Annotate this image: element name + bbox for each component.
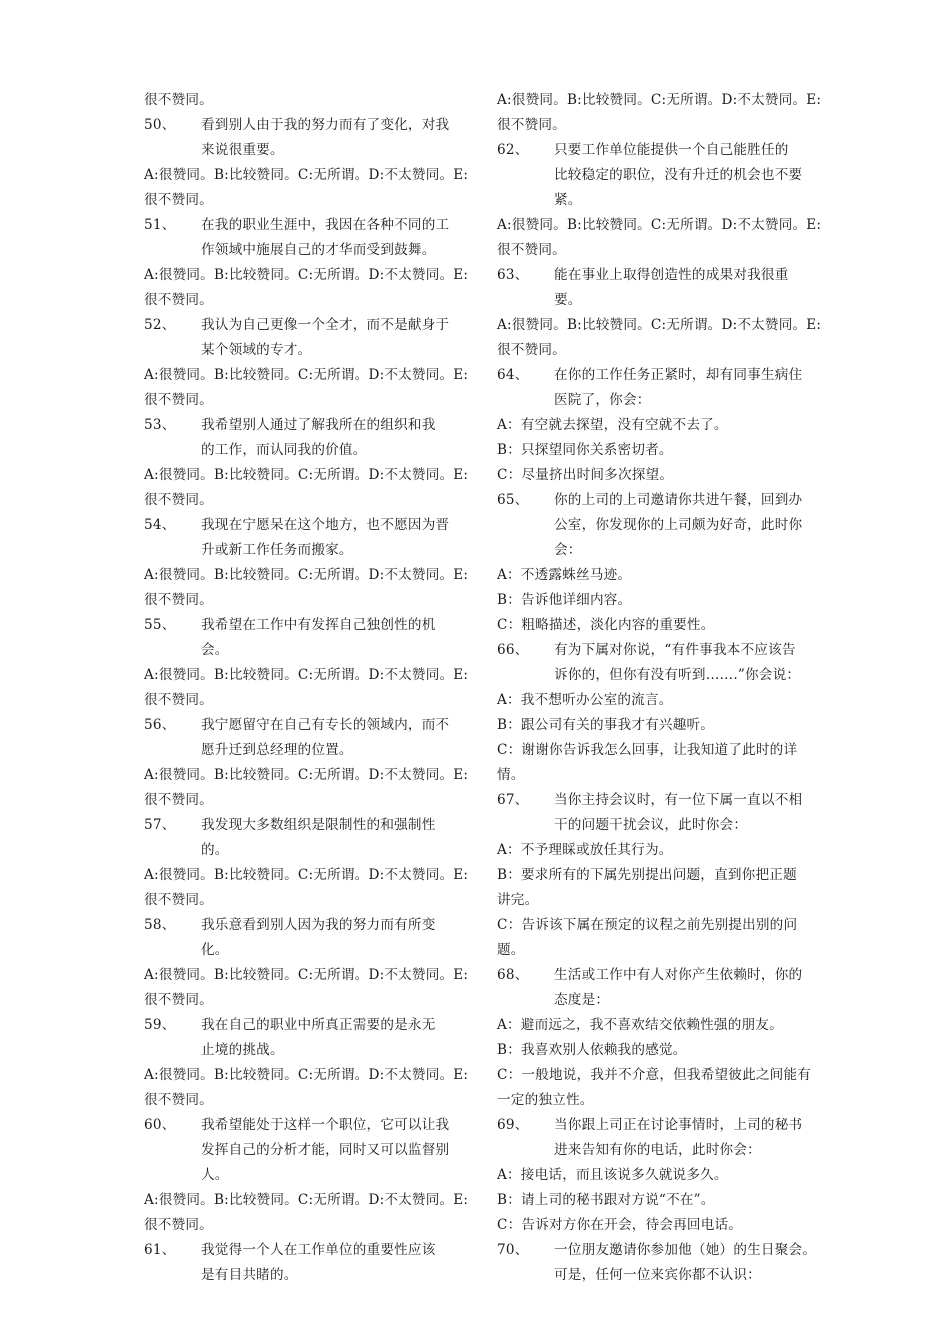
answer-option: A:很赞同。B:比较赞同。C:无所谓。D:不太赞同。E: (144, 667, 469, 683)
answer-option: A:很赞同。B:比较赞同。C:无所谓。D:不太赞同。E: (144, 467, 469, 483)
question-block (497, 263, 822, 363)
question-text-line: 态度是： (554, 992, 610, 1008)
question-block (497, 1238, 817, 1288)
question-text-line: 可是，任何一位来宾你都不认识： (554, 1267, 761, 1283)
question-text (554, 1238, 816, 1288)
question (497, 363, 813, 413)
answer-option: 很不赞同。 (497, 342, 566, 358)
continuation-text: A:很赞同。B:比较赞同。C:无所谓。D:不太赞同。E: (497, 92, 822, 108)
answer-option: A:很赞同。B:比较赞同。C:无所谓。D:不太赞同。E: (144, 367, 469, 383)
answer-option: C：尽量挤出时间多次探望。 (497, 467, 674, 483)
answer-option: 一定的独立性。 (497, 1092, 594, 1108)
question-text-line: 看到别人由于我的努力而有了变化，对我 (201, 117, 450, 133)
question (144, 913, 460, 963)
question-block (144, 713, 469, 813)
question-text-line: 你的上司的上司邀请你共进午餐，回到办 (554, 492, 803, 508)
question-text-line: 会。 (201, 642, 229, 658)
answer-option: A:很赞同。B:比较赞同。C:无所谓。D:不太赞同。E: (144, 1192, 469, 1208)
question-text-line: 比较稳定的职位，没有升迁的机会也不要 (554, 167, 803, 183)
question-text (554, 363, 813, 413)
question-number: 57、 (144, 817, 176, 833)
answer-option: A：有空就去探望，没有空就不去了。 (497, 417, 728, 433)
question-block (144, 813, 469, 913)
question-text-line: 一位朋友邀请你参加他（她）的生日聚会。 (554, 1242, 817, 1258)
answer-option: 很不赞同。 (144, 692, 213, 708)
question-number: 59、 (144, 1017, 176, 1033)
question-number: 58、 (144, 917, 176, 933)
question-text-line: 我现在宁愿呆在这个地方，也不愿因为晋 (201, 517, 450, 533)
question-text-line: 要。 (554, 292, 582, 308)
question-text-line: 当你主持会议时，有一位下属一直以不相 (554, 792, 803, 808)
answer-option: 很不赞同。 (144, 992, 213, 1008)
question (144, 813, 460, 863)
question (497, 788, 813, 838)
question-text-line: 化。 (201, 942, 229, 958)
question-text-line: 诉你的，但你有没有听到…….”你会说： (554, 667, 801, 683)
question-text-line: 我觉得一个人在工作单位的重要性应该 (201, 1242, 436, 1258)
question-number: 54、 (144, 517, 176, 533)
question-block (144, 1113, 469, 1238)
question-number: 52、 (144, 317, 176, 333)
question (497, 963, 813, 1013)
question-block (144, 213, 469, 313)
question-number: 55、 (144, 617, 176, 633)
question-text-line: 进来告知有你的电话，此时你会： (554, 1142, 761, 1158)
question-text (201, 113, 460, 163)
question-block (497, 788, 813, 963)
question-number: 53、 (144, 417, 176, 433)
answer-option: 讲完。 (497, 892, 539, 908)
question-block (144, 413, 469, 513)
question-text (201, 513, 460, 563)
question-text-line: 当你跟上司正在讨论事情时，上司的秘书 (554, 1117, 803, 1133)
question (144, 713, 460, 763)
question-text (201, 713, 460, 763)
question-text-line: 愿升迁到总经理的位置。 (201, 742, 353, 758)
question-text (554, 263, 813, 313)
question-text-line: 升或新工作任务而搬家。 (201, 542, 353, 558)
question-block (497, 963, 813, 1113)
question (144, 413, 460, 463)
question-number: 67、 (497, 792, 529, 808)
question-number: 60、 (144, 1117, 176, 1133)
question-text-line: 我希望能处于这样一个职位，它可以让我 (201, 1117, 450, 1133)
answer-option: B：请上司的秘书跟对方说“不在”。 (497, 1192, 715, 1208)
question-number: 50、 (144, 117, 176, 133)
answer-option: C：谢谢你告诉我怎么回事，让我知道了此时的详 (497, 742, 798, 758)
continuation-text: 很不赞同。 (497, 117, 566, 133)
question-text (201, 613, 460, 663)
question-text-line: 人。 (201, 1167, 229, 1183)
question-block (497, 363, 813, 488)
question-text (201, 813, 460, 863)
answer-option: 很不赞同。 (144, 792, 213, 808)
question-text (201, 1013, 460, 1063)
question-text-line: 会： (554, 542, 582, 558)
question-text (201, 913, 460, 963)
answer-option: A：接电话，而且该说多久就说多久。 (497, 1167, 728, 1183)
question-text (201, 413, 460, 463)
question-text-line: 在你的工作任务正紧时，却有同事生病住 (554, 367, 803, 383)
question-text-line: 发挥自己的分析才能，同时又可以监督别 (201, 1142, 450, 1158)
question-text-line: 我乐意看到别人因为我的努力而有所变 (201, 917, 436, 933)
question-number: 70、 (497, 1242, 529, 1258)
answer-option: A:很赞同。B:比较赞同。C:无所谓。D:不太赞同。E: (144, 567, 469, 583)
answer-option: A：不透露蛛丝马迹。 (497, 567, 632, 583)
question-text-line: 我认为自己更像一个全才，而不是献身于 (201, 317, 450, 333)
question-block (144, 613, 469, 713)
answer-option: 很不赞同。 (144, 192, 213, 208)
question-text-line: 是有目共睹的。 (201, 1267, 298, 1283)
question-number: 68、 (497, 967, 529, 983)
question-text-line: 在我的职业生涯中，我因在各种不同的工 (201, 217, 450, 233)
answer-option: 很不赞同。 (144, 592, 213, 608)
question-text-line: 止境的挑战。 (201, 1042, 284, 1058)
answer-option: 很不赞同。 (144, 1217, 213, 1233)
question-text-line: 的。 (201, 842, 229, 858)
question (144, 113, 460, 163)
answer-option: B：我喜欢别人依赖我的感觉。 (497, 1042, 687, 1058)
question-number: 61、 (144, 1242, 176, 1258)
answer-option: A：我不想听办公室的流言。 (497, 692, 673, 708)
question-block (144, 913, 469, 1013)
question-text-line: 能在事业上取得创造性的成果对我很重 (554, 267, 789, 283)
question-number: 64、 (497, 367, 529, 383)
answer-option: A:很赞同。B:比较赞同。C:无所谓。D:不太赞同。E: (144, 167, 469, 183)
answer-option: A：不予理睬或放任其行为。 (497, 842, 673, 858)
question-block (497, 138, 822, 263)
question-text-line: 只要工作单位能提供一个自己能胜任的 (554, 142, 789, 158)
question-text-line: 我希望别人通过了解我所在的组织和我 (201, 417, 436, 433)
answer-option: 很不赞同。 (144, 1092, 213, 1108)
answer-option: A：避而远之，我不喜欢结交依赖性强的朋友。 (497, 1017, 783, 1033)
answer-option: 很不赞同。 (144, 292, 213, 308)
question-block (497, 638, 813, 788)
question (497, 263, 813, 313)
question-block (497, 1113, 813, 1238)
question-text (554, 788, 813, 838)
question-block (144, 513, 469, 613)
question (497, 488, 813, 563)
question-text-line: 有为下属对你说，“有件事我本不应该告 (554, 642, 796, 658)
question-text-line: 我在自己的职业中所真正需要的是永无 (201, 1017, 436, 1033)
question-text-line: 公室，你发现你的上司颇为好奇，此时你 (554, 517, 803, 533)
question-text (554, 138, 813, 213)
question-number: 51、 (144, 217, 176, 233)
question (144, 1238, 460, 1288)
question-text (201, 1238, 460, 1288)
answer-option: B：要求所有的下属先别提出问题，直到你把正题 (497, 867, 797, 883)
answer-option: 很不赞同。 (144, 492, 213, 508)
answer-option: A:很赞同。B:比较赞同。C:无所谓。D:不太赞同。E: (144, 967, 469, 983)
answer-option: A:很赞同。B:比较赞同。C:无所谓。D:不太赞同。E: (497, 217, 822, 233)
question (497, 138, 813, 213)
answer-option: B：只探望同你关系密切者。 (497, 442, 673, 458)
answer-option: A:很赞同。B:比较赞同。C:无所谓。D:不太赞同。E: (144, 267, 469, 283)
question-text (554, 638, 813, 688)
question-number: 69、 (497, 1117, 529, 1133)
answer-option: C：告诉对方你在开会，待会再回电话。 (497, 1217, 743, 1233)
question-text-line: 某个领域的专才。 (201, 342, 312, 358)
answer-option: 题。 (497, 942, 525, 958)
right-column (497, 88, 822, 1288)
question-block (144, 113, 469, 213)
answer-option: C：一般地说，我并不介意，但我希望彼此之间能有 (497, 1067, 812, 1083)
question-text (554, 963, 813, 1013)
question (497, 1238, 817, 1288)
question-text-line: 生活或工作中有人对你产生依赖时，你的 (554, 967, 803, 983)
question-number: 66、 (497, 642, 529, 658)
question-text-line: 医院了，你会： (554, 392, 651, 408)
question-text-line: 紧。 (554, 192, 582, 208)
question (144, 1013, 460, 1063)
question-text-line: 我宁愿留守在自己有专长的领域内，而不 (201, 717, 450, 733)
answer-option: A:很赞同。B:比较赞同。C:无所谓。D:不太赞同。E: (497, 317, 822, 333)
question (497, 1113, 813, 1163)
question-number: 63、 (497, 267, 529, 283)
question-block (144, 313, 469, 413)
question-number: 62、 (497, 142, 529, 158)
question-block (144, 1238, 460, 1288)
answer-option: A:很赞同。B:比较赞同。C:无所谓。D:不太赞同。E: (144, 767, 469, 783)
question-text (201, 313, 460, 363)
question (144, 1113, 460, 1188)
question (144, 313, 460, 363)
question-block (144, 1013, 469, 1113)
answer-option: 情。 (497, 767, 525, 783)
answer-option: 很不赞同。 (497, 242, 566, 258)
answer-option: B：跟公司有关的事我才有兴趣听。 (497, 717, 715, 733)
question-text-line: 我发现大多数组织是限制性的和强制性 (201, 817, 436, 833)
question-text (554, 1113, 813, 1163)
answer-option: C：告诉该下属在预定的议程之前先别提出别的问 (497, 917, 798, 933)
answer-option: 很不赞同。 (144, 392, 213, 408)
question-text-line: 作领域中施展自己的才华而受到鼓舞。 (201, 242, 436, 258)
question-text-line: 干的问题干扰会议，此时你会： (554, 817, 748, 833)
question-text-line: 我希望在工作中有发挥自己独创性的机 (201, 617, 436, 633)
left-column (144, 88, 469, 1288)
question-text (201, 213, 460, 263)
answer-option: A:很赞同。B:比较赞同。C:无所谓。D:不太赞同。E: (144, 867, 469, 883)
continuation-text: 很不赞同。 (144, 92, 213, 108)
question-text (554, 488, 813, 563)
question-block (497, 488, 813, 638)
question (497, 638, 813, 688)
answer-option: A:很赞同。B:比较赞同。C:无所谓。D:不太赞同。E: (144, 1067, 469, 1083)
question-number: 65、 (497, 492, 529, 508)
question (144, 613, 460, 663)
question-text-line: 的工作，而认同我的价值。 (201, 442, 367, 458)
question-text-line: 来说很重要。 (201, 142, 284, 158)
answer-option: C：粗略描述，淡化内容的重要性。 (497, 617, 715, 633)
answer-option: B：告诉他详细内容。 (497, 592, 632, 608)
question-text (201, 1113, 460, 1188)
question-number: 56、 (144, 717, 176, 733)
question (144, 513, 460, 563)
answer-option: 很不赞同。 (144, 892, 213, 908)
question (144, 213, 460, 263)
